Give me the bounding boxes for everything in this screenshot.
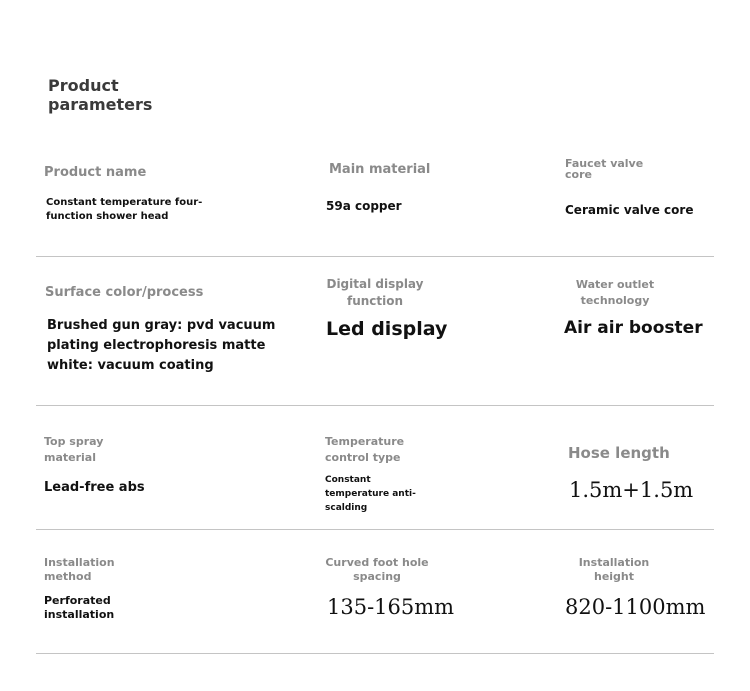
param-label-main-material: Main material [329,162,431,177]
page-title: Product parameters [48,76,153,114]
param-value-surface-color: Brushed gun gray: pvd vacuum plating electrophoresis matte white: vacuum coating [47,318,276,373]
param-value-product-name: Constant temperature four-function shower head [46,197,203,222]
param-value-temperature-control: Constant temperature anti-scalding [325,475,416,513]
row-divider [36,405,714,406]
param-label-digital-display: Digital display function [326,277,424,308]
param-label-hose-length: Hose length [568,444,670,462]
param-label-surface-color: Surface color/process [45,285,204,300]
param-value-main-material: 59a copper [326,199,402,213]
param-value-installation-height: 820-1100mm [565,595,706,619]
param-label-top-spray: Top spray material [44,435,104,464]
param-label-water-outlet: Water outlet technology [575,278,655,307]
param-label-hole-spacing: Curved foot hole spacing [325,556,429,583]
param-value-hose-length: 1.5m+1.5m [569,478,694,502]
param-label-faucet-valve-core: Faucet valve core [565,157,644,181]
param-label-temperature-control: Temperature control type [325,435,405,464]
param-label-installation-method: Installation method [44,556,115,583]
param-value-water-outlet: Air air booster [564,318,703,338]
row-divider [36,653,714,654]
param-value-installation-method: Perforated installation [44,594,115,621]
param-label-product-name: Product name [44,165,147,180]
param-label-installation-height: Installation height [578,556,650,583]
row-divider [36,529,714,530]
row-divider [36,256,714,257]
param-value-faucet-valve-core: Ceramic valve core [565,203,694,217]
param-value-hole-spacing: 135-165mm [327,595,455,619]
param-value-top-spray: Lead-free abs [44,480,145,495]
param-value-digital-display: Led display [326,318,448,340]
